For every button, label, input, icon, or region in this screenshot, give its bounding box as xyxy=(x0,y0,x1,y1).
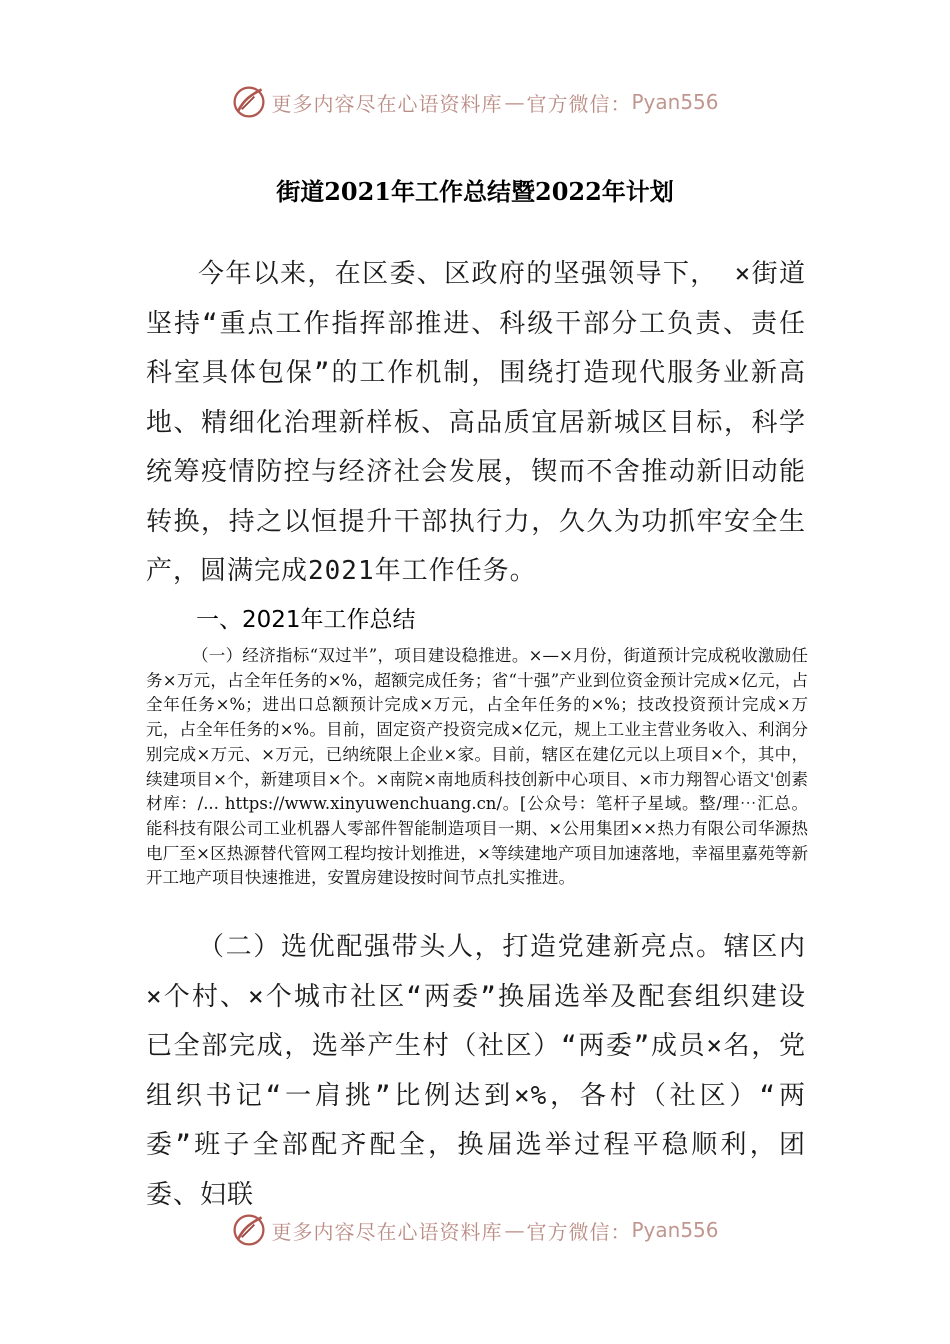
pen-logo-icon xyxy=(231,1212,267,1248)
watermark-brand: 更多内容尽在心语资料库 xyxy=(271,91,503,116)
footer-watermark-banner xyxy=(0,1210,950,1250)
pen-logo-icon xyxy=(231,84,267,120)
document-title: 街道2021年工作总结暨2022年计划 xyxy=(276,177,674,206)
watermark-brand: 更多内容尽在心语资料库 xyxy=(271,1219,503,1244)
watermark-separator: — xyxy=(504,1218,525,1242)
watermark-label: 官方微信： xyxy=(526,91,632,116)
header-watermark-banner xyxy=(0,82,950,122)
watermark-handle: Pyan556 xyxy=(631,1218,719,1242)
watermark-label: 官方微信： xyxy=(526,1219,632,1244)
watermark-separator: — xyxy=(504,90,525,114)
watermark-handle: Pyan556 xyxy=(631,90,719,114)
section-heading: 一、2021年工作总结 xyxy=(196,607,416,633)
party-building-paragraph: （二）选优配强带头人，打造党建新亮点。辖区内×个村、×个城市社区“两委”换届选举及配套组织建设已全部完成，选举产生村（社区）“两委”成员×名，党组织书记“一肩挑”比例达到×%，各村（社区）“两委”班子全部配齐配全，换届选举过程平稳顺利，团委、妇联 xyxy=(146,932,806,1210)
intro-paragraph: 今年以来，在区委、区政府的坚强领导下， ×街道坚持“重点工作指挥部推进、科级干部分工负责、责任科室具体包保”的工作机制，围绕打造现代服务业新高地、精细化治理新样板、高品质宜居新城区目标，科学统筹疫情防控与经济社会发展，锲而不舍推动新旧动能转换，持之以恒提升干部执行力，久久为功抓牢安全生产，圆满完成2021年工作任务。 xyxy=(146,259,806,586)
economic-indicators-paragraph: （一）经济指标“双过半”，项目建设稳推进。×—×月份，街道预计完成税收激励任务×万元，占全年任务的×%，超额完成任务；省“十强”产业到位资金预计完成×亿元，占全年任务×%；进出口总额预计完成×万元，占全年任务的×%；技改投资预计完成×万元，占全年任务的×%。目前，固定资产投资完成×亿元，规上工业主营业务收入、利润分别完成×万元、×万元，已纳统限上企业×家。目前，辖区在建亿元以上项目×个，其中，续建项目×个，新建项目×个。×南院×南地质科技创新中心项目、×市力翔智心语文'创素材库：/... https://www.xinyuwenchuang.cn/。[公众号：笔杆子星域。整/理⋯汇总。能科技有限公司工业机器人零部件智能制造项目一期、×公用集团××热力有限公司华源热电厂至×区热源替代管网工程均按计划推进，×等续建地产项目加速落地，幸福里嘉苑等新开工地产项目快速推进，安置房建设按时间节点扎实推进。 xyxy=(146,646,808,888)
